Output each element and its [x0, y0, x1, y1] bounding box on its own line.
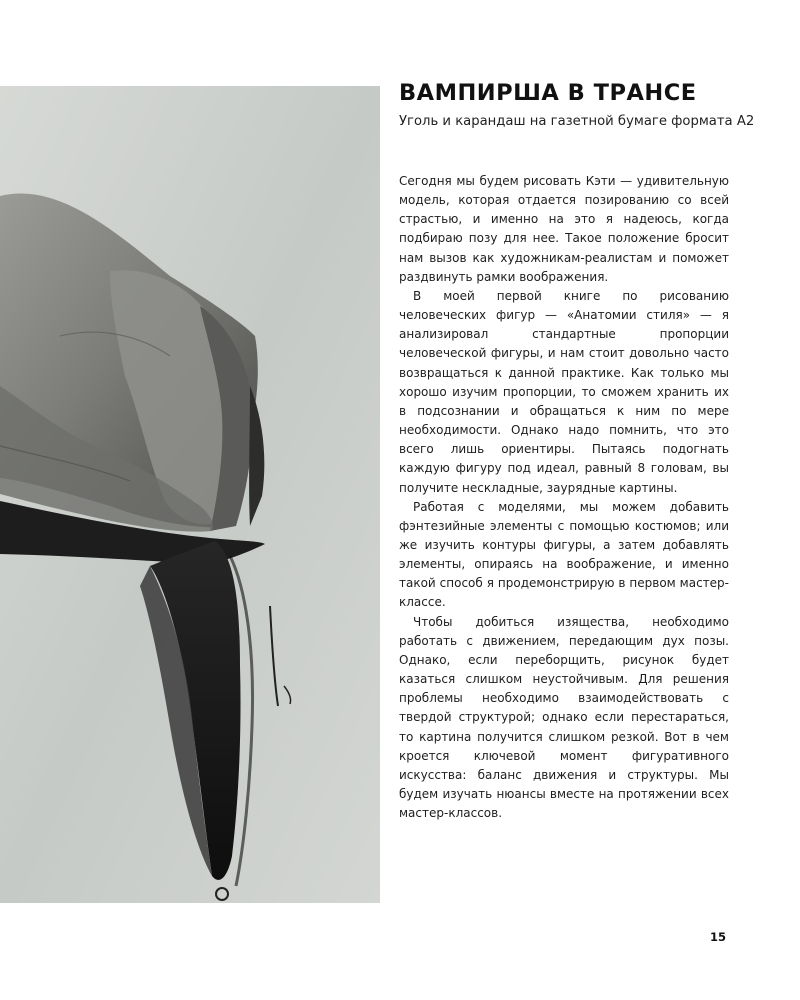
body-paragraph: В моей первой книге по рисованию человеческих фигур — «Анатомии стиля» — я анализировал стандартные пропорции человеческой фигуры, и нам стоит довольно часто возвращаться к данной практике. Как только мы хорошо изучим пропорции, то сможем хранить их в подсознании и обращаться к ним по мере необходимости. Однако надо помнить, что это всего лишь ориентиры. Пытаясь подогнать каждую фигуру под идеал, равный 8 головам, вы получите нескладные, заурядные картины. [399, 288, 729, 495]
article-title: ВАМПИРША В ТРАНСЕ [399, 80, 697, 106]
body-paragraph: Сегодня мы будем рисовать Кэти — удивительную модель, которая отдается позированию со всей страстью, и именно на это я надеюсь, когда подбираю позу для нее. Такое положение бросит нам вызов как художникам-реалистам и поможет раздвинуть рамки воображения. [399, 174, 729, 284]
article-column [399, 78, 755, 823]
body-paragraph: Чтобы добиться изящества, необходимо работать с движением, передающим дух позы. Однако, если переборщить, рисунок будет казаться слишком неустойчивым. Для решения проблемы необходимо взаимодействовать с твердой структурой; однако если перестараться, то картина получится слишком резкой. Вот в чем кроется ключевой момент фигуративного искусства: баланс движения и структуры. Мы будем изучать нюансы вместе на протяжении всех мастер-классов. [399, 614, 729, 821]
page-number: 15 [709, 930, 726, 944]
article-subtitle: Уголь и карандаш на газетной бумаге формата А2 [399, 114, 755, 129]
article-body [399, 172, 729, 823]
charcoal-figure-drawing [0, 86, 380, 903]
body-paragraph: Работая с моделями, мы можем добавить фэнтезийные элементы с помощью костюмов; или же изучить контуры фигуры, а затем добавлять элементы, опираясь на воображение, и именно такой способ я продемонстрирую в первом мастер-классе. [399, 499, 729, 610]
drawing-canvas [0, 86, 380, 903]
